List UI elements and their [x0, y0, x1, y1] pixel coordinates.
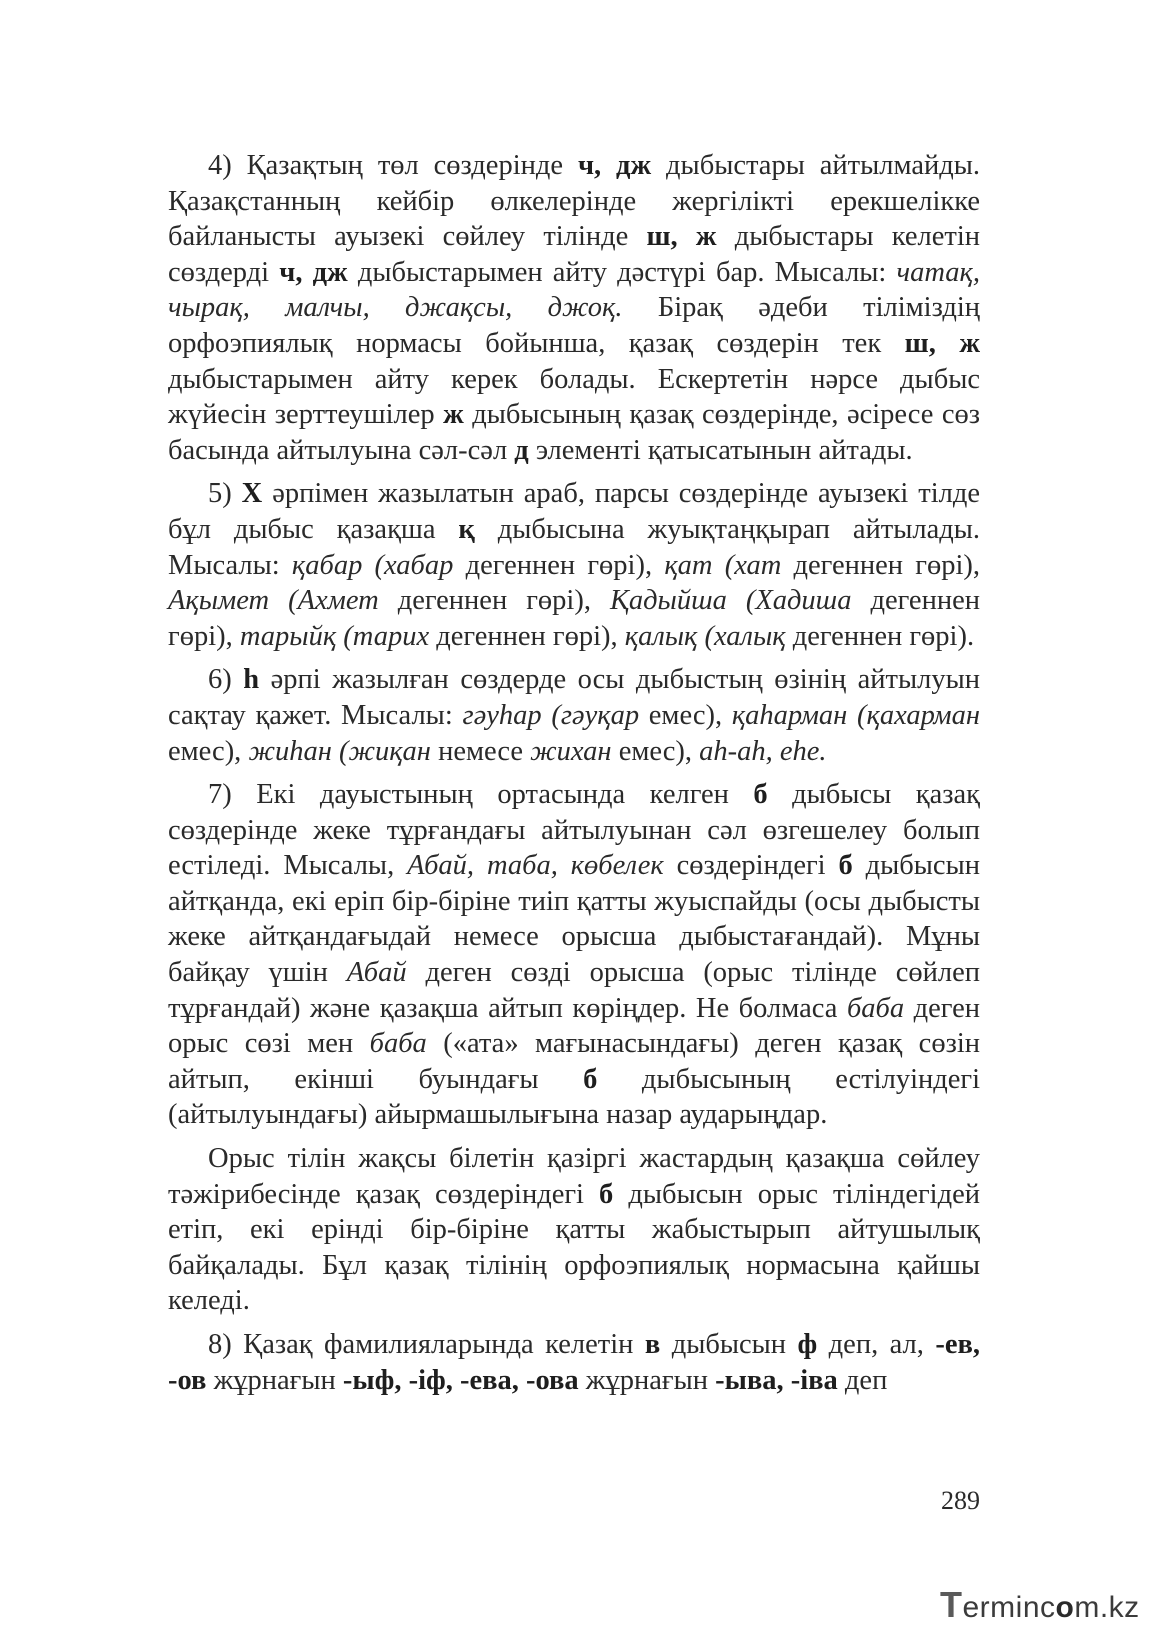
text-run: емес),: [168, 735, 249, 767]
text-run: дыбысын айтқанда, екі еріп бір-біріне тиіп қатты жуыспайды (осы дыбысты жеке айтқандағыдай немесе орысша дыбыстағандай). Мұны байқау үшін: [168, 850, 980, 989]
bold-text: ж: [443, 399, 464, 431]
bold-text: д: [514, 434, 529, 466]
paragraph-6: [168, 662, 980, 769]
text-run: дегеннен гөрі),: [429, 620, 625, 652]
bold-text: ш, ж: [904, 327, 980, 359]
text-run: Бірақ әдеби тіліміздің орфоэпиялық нормасы бойынша, қазақ сөздерін тек: [168, 292, 980, 359]
text-run: 6): [208, 664, 244, 696]
text-run: 8) Қазақ фамилияларында келетін: [208, 1329, 645, 1360]
text-run: деген орыс сөзі мен: [168, 992, 980, 1060]
text-run: деп: [837, 1364, 888, 1396]
text-run: Орыс тілін жақсы білетін қазіргі жастардың қазақша сөйлеу тәжірибесінде қазақ сөздеріндегі: [168, 1143, 980, 1210]
text-run: дыбысына жуықтаңқырап айтылады. Мысалы:: [168, 513, 980, 581]
text-run: 4) Қазақтың төл сөздерінде: [208, 150, 578, 181]
italic-example: Ақымет (Ахмет: [168, 585, 379, 617]
text-run: деген сөзді орысша (орыс тілінде сөйлеп тұрғандай) және қазақша айтып көріңдер. Не болмаса: [168, 957, 980, 1024]
text-run: дыбыстары айтылмайды. Қазақстанның кейбір өлкелерінде жергілікті ерекшелікке байланысты ауызекі сөйлеу тілінде: [168, 150, 980, 253]
italic-example: тарыйқ (тарих: [239, 620, 430, 652]
bold-text: ч, дж: [577, 150, 652, 181]
italic-example: жихан: [530, 735, 612, 767]
italic-example: жиһан (жиқан: [248, 735, 431, 767]
bold-text: Х: [241, 478, 263, 510]
text-run: әрпі жазылған сөздерде осы дыбыстың өзінің айтылуын сақтау қажет. Мысалы:: [168, 664, 980, 731]
italic-example: чатақ, чырақ, малчы, джақсы, джоқ.: [168, 256, 980, 324]
text-run: емес),: [639, 699, 732, 731]
text-run: дыбыстарымен айту дәстүрі бар. Мысалы:: [347, 256, 897, 288]
bold-text: ф: [797, 1329, 818, 1360]
italic-example: гәуһар (гәуқар: [462, 699, 640, 731]
page-text: [168, 148, 980, 1398]
bold-text: -ыва, -іва: [715, 1364, 838, 1396]
italic-example: қаһарман (қахарман: [731, 699, 981, 731]
text-run: дыбысын: [660, 1329, 798, 1360]
bold-text: б: [753, 779, 768, 811]
bold-text: қ: [458, 513, 475, 545]
bold-text: в: [644, 1329, 661, 1360]
text-run: 7) Екі дауыстының ортасында келген: [208, 779, 754, 811]
text-run: дегеннен гөрі),: [453, 549, 665, 581]
text-run: жұрнағын: [578, 1364, 716, 1396]
italic-example: баба: [846, 992, 905, 1024]
page-number: 289: [941, 1486, 980, 1515]
text-run: дыбысы қазақ сөздерінде жеке тұрғандағы айтылуынан сәл өзгешелеу болып естіледі. Мысалы,: [168, 779, 980, 882]
text-run: дыбыстарымен айту керек болады. Ескертетін нәрсе дыбыс жүйесін зерттеушілер: [168, 363, 980, 431]
italic-example: Абай: [346, 957, 407, 989]
text-run: дегеннен гөрі).: [785, 620, 975, 652]
bold-text: б: [599, 1178, 614, 1210]
text-run: дыбысының қазақ сөздерінде, әсіресе сөз басында айтылуына сәл-сәл: [168, 399, 980, 466]
text-run: немесе: [430, 735, 531, 767]
termincom-watermark-logo: [940, 1584, 1140, 1624]
text-run: дегеннен гөрі),: [781, 549, 981, 581]
italic-example: қабар (хабар: [291, 549, 454, 581]
bold-text: б: [583, 1063, 598, 1095]
italic-example: Қадыйша (Хадиша: [609, 585, 852, 617]
bold-text: һ: [243, 664, 260, 696]
watermark-tail: m.kz: [1074, 1591, 1140, 1624]
text-run: дегеннен гөрі),: [378, 585, 610, 617]
bold-text: б: [838, 850, 853, 882]
bold-text: ш, ж: [646, 221, 717, 253]
text-run: емес),: [611, 735, 700, 767]
bold-text: ч, дж: [279, 256, 348, 288]
italic-example: баба: [369, 1028, 427, 1060]
paragraph-8: [168, 1327, 980, 1398]
text-run: әрпімен жазылатын араб, парсы сөздерінде ауызекі тілде бұл дыбыс қазақша: [168, 478, 980, 545]
watermark-middle: erminc: [962, 1591, 1056, 1624]
bold-text: -ев, -ов: [168, 1329, 980, 1396]
paragraph-4: [168, 148, 980, 468]
text-run: дыбысының естілуіндегі (айтылуындағы) айырмашылығына назар аударыңдар.: [168, 1063, 981, 1131]
text-run: 5): [208, 478, 242, 510]
italic-example: Абай, таба, көбелек: [407, 850, 664, 882]
paragraph-7: [168, 777, 980, 1133]
text-run: («ата» мағынасындағы) деген қазақ сөзін айтып, екінші буындағы: [168, 1028, 980, 1095]
text-run: элементі қатысатынын айтады.: [528, 434, 913, 466]
text-run: дегеннен гөрі),: [168, 585, 980, 652]
italic-example: аһ-аһ, еһе.: [699, 735, 827, 767]
text-run: дыбыстары келетін сөздерді: [168, 221, 980, 288]
watermark-o-icon: o: [1055, 1591, 1075, 1624]
italic-example: қалық (халық: [624, 620, 786, 652]
text-run: сөздеріндегі: [663, 850, 839, 882]
text-run: жұрнағын: [206, 1364, 343, 1396]
text-run: деп, ал,: [817, 1329, 936, 1360]
watermark-letter-t: T: [940, 1584, 963, 1625]
paragraph-7-continued: [168, 1141, 980, 1319]
paragraph-5: [168, 476, 980, 654]
text-run: дыбысын орыс тіліндегідей етіп, екі ерінді бір-біріне қатты жабыстырып айтушылық байқалады. Бұл қазақ тілінің орфоэпиялық нормасына қайшы келеді.: [168, 1178, 980, 1317]
bold-text: -ыф, -іф, -ева, -ова: [342, 1364, 579, 1396]
italic-example: қат (хат: [664, 549, 782, 581]
